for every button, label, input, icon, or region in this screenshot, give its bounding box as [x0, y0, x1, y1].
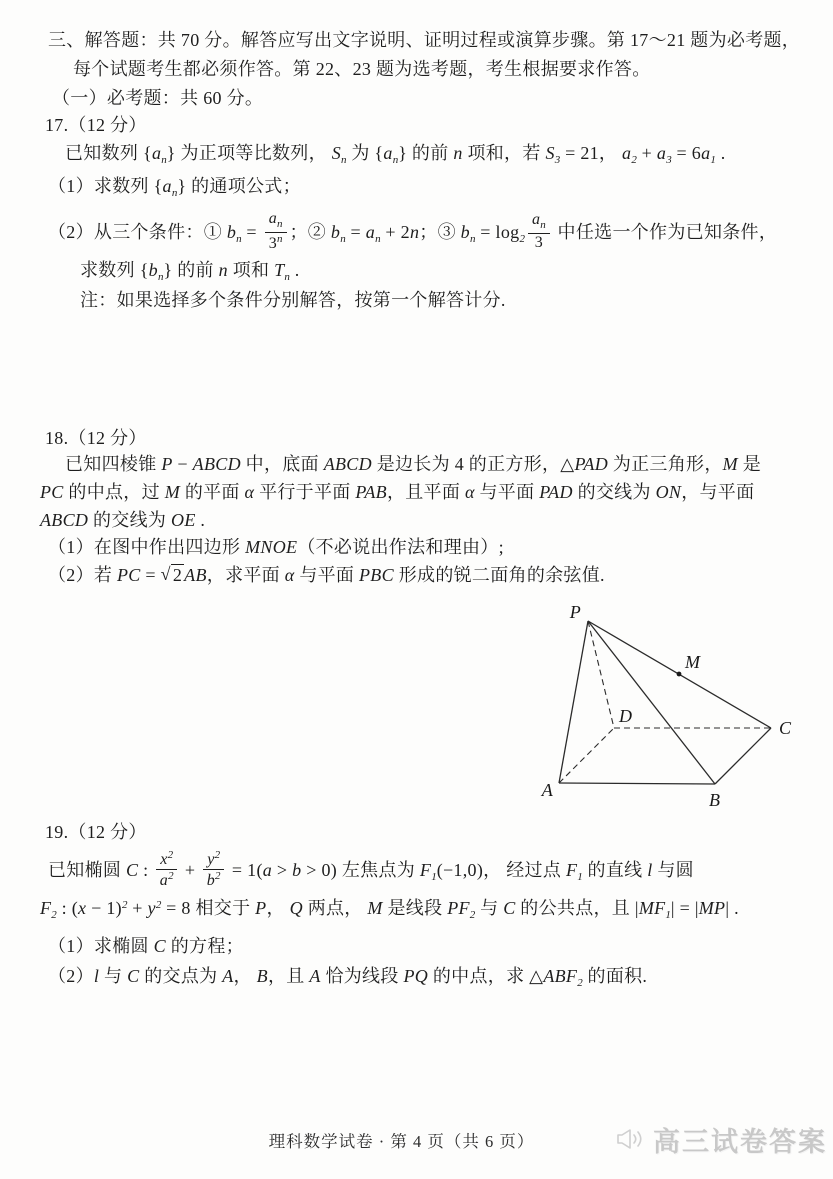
q18-intro-line1: 已知四棱锥 P − ABCD 中，底面 ABCD 是边长为 4 的正方形，△PAD 为正三角形，M 是: [65, 454, 762, 474]
subsection-heading: （一）必考题：共 60 分。: [52, 88, 264, 108]
section3-heading-line1: 三、解答题：共 70 分。解答应写出文字说明、证明过程或演算步骤。第 17～21 题为必考题，: [48, 30, 801, 50]
pyramid-diagram: [495, 598, 815, 823]
label-p: P: [569, 602, 581, 622]
label-m: M: [685, 652, 701, 672]
q18-part2: （2）若 PC = √ 2 AB，求平面 α 与平面 PBC 形成的锐二面角的余弦值.: [48, 564, 605, 585]
watermark-text: 高三试卷答案: [653, 1127, 827, 1157]
q17-note: 注：如果选择多个条件分别解答，按第一个解答计分.: [80, 290, 506, 310]
q17-part2-line1: （2）从三个条件：① $b_n$ = $\frac{a_n}{3^n}$ ；② $b_n = a_n + 2n$；③ $b_n = \log_2$ $\frac{a_n}{3}$ 中任选一个作为已知条件，: [48, 210, 778, 252]
megaphone-icon: [614, 1124, 648, 1156]
q19-part1: （1）求椭圆 C 的方程；: [48, 936, 244, 956]
q18-part1: （1）在图中作出四边形 MNOE（不必说出作法和理由）;: [48, 537, 504, 557]
section3-heading-line2: 每个试题考生都必须作答。第 22、23 题为选考题，考生根据要求作答。: [73, 59, 651, 79]
q17-intro: 已知数列 $\{a_n\}$ 为正项等比数列， $S_n$ 为 $\{a_n\}$ 的前 n 项和，若 $S_3 = 21$， $a_2 + a_3 = 6a_1$ .: [65, 143, 726, 166]
q17-heading: 17.（12 分）: [45, 115, 147, 135]
label-d: D: [619, 706, 633, 726]
label-a: A: [541, 780, 553, 800]
label-c: C: [779, 718, 792, 738]
q18-heading: 18.（12 分）: [45, 428, 147, 448]
q19-part2: （2）l 与 C 的交点为 A， B，且 A 恰为线段 PQ 的中点，求 $\triangle ABF_2$ 的面积.: [48, 966, 648, 989]
q18-intro-line3: ABCD 的交线为 OE .: [40, 510, 206, 530]
q19-heading: 19.（12 分）: [45, 822, 147, 842]
label-b: B: [709, 790, 721, 810]
q19-intro-line1: 已知椭圆 C : $\frac{x^2}{a^2}$ + $\frac{y^2}{b^2}$ = 1(a > b > 0) 左焦点为 $F_1(-1,0)$， 经过点 $F_1$ 的直线 l 与圆: [48, 848, 694, 890]
point-m-dot: [677, 672, 682, 677]
q17-part1: （1）求数列 $\{a_n\}$ 的通项公式；: [48, 176, 301, 199]
q18-intro-line2: PC 的中点，过 M 的平面 α 平行于平面 PAB，且平面 α 与平面 PAD 的交线为 ON，与平面: [40, 482, 755, 502]
pyramid-dashed-edges: [559, 621, 771, 783]
q17-part2-line2: 求数列 $\{b_n\}$ 的前 n 项和 $T_n$ .: [80, 260, 300, 283]
pyramid-solid-edges: [559, 621, 771, 784]
watermark: [614, 1120, 827, 1159]
q19-intro-line2: $F_2$ : $(x - 1)^2 + y^2 = 8$ 相交于 P， Q 两点， M 是线段 $PF_2$ 与 C 的公共点，且 $|MF_1| = |MP|$ .: [40, 898, 739, 921]
page-number-label: 理科数学试卷 · 第 4 页（共 6 页）: [268, 1132, 535, 1151]
